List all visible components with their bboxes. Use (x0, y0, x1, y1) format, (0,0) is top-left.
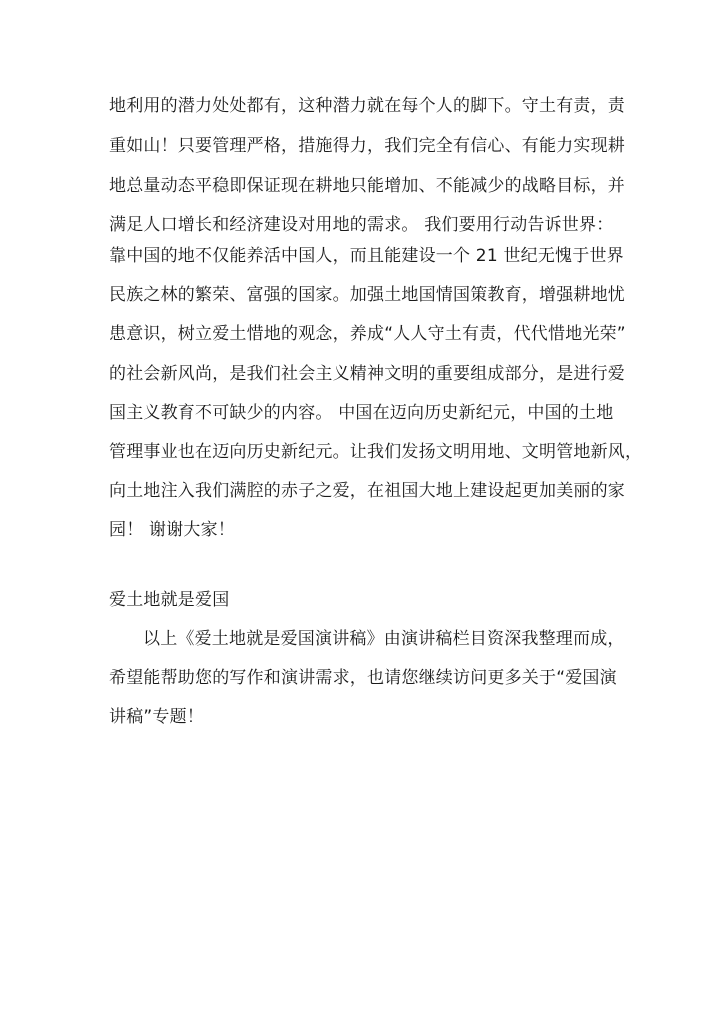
body-line-7: 患意识，树立爱土惜地的观念，养成“人人守土有责，代代惜地光荣” (109, 324, 626, 344)
body-line-10: 管理事业也在迈向历史新纪元。让我们发扬文明用地、文明管地新风， (109, 442, 643, 462)
body-line-6: 民族之林的繁荣、富强的国家。加强土地国情国策教育，增强耕地忧 (109, 285, 625, 305)
body-line-5: 靠中国的地不仅能养活中国人，而且能建设一个 21 世纪无愧于世界 (109, 246, 624, 266)
body-line-1: 地利用的潜力处处都有，这种潜力就在每个人的脚下。守土有责，责 (109, 96, 625, 116)
footer-line-1: 以上《爱土地就是爱国演讲稿》由演讲稿栏目资深我整理而成， (143, 629, 625, 649)
body-line-11: 向土地注入我们满腔的赤子之爱，在祖国大地上建设起更加美丽的家 (109, 481, 625, 501)
body-line-3: 地总量动态平稳即保证现在耕地只能增加、不能减少的战略目标，并 (109, 176, 625, 196)
body-line-4: 满足人口增长和经济建设对用地的需求。 我们要用行动告诉世界： (109, 215, 614, 235)
body-line-9: 国主义教育不可缺少的内容。 中国在迈向历史新纪元，中国的土地 (109, 403, 614, 423)
section-title: 爱土地就是爱国 (109, 590, 230, 610)
footer-line-2: 希望能帮助您的写作和演讲需求，也请您继续访问更多关于“爱国演 (109, 668, 617, 688)
footer-line-3: 讲稿”专题！ (109, 707, 205, 727)
body-line-2: 重如山！只要管理严格，措施得力，我们完全有信心、有能力实现耕 (109, 136, 625, 156)
body-line-12: 园！ 谢谢大家！ (109, 520, 236, 540)
body-line-8: 的社会新风尚，是我们社会主义精神文明的重要组成部分，是进行爱 (109, 364, 625, 384)
